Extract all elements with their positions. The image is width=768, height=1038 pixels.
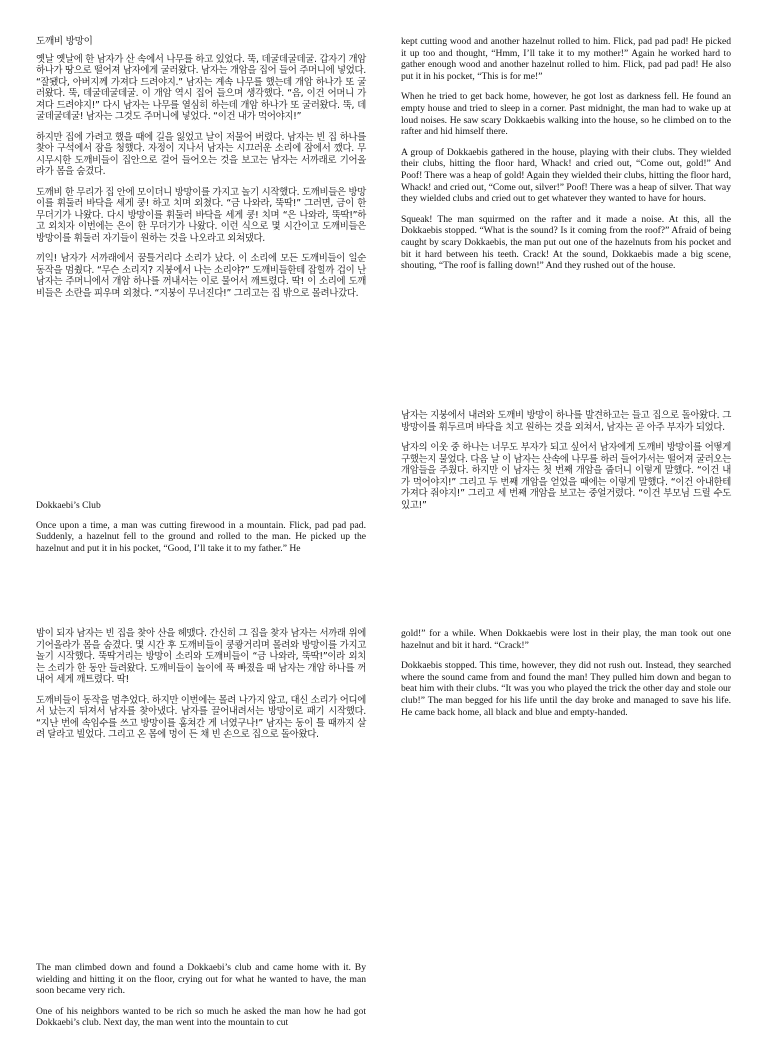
- english-story-part-2: [401, 36, 731, 281]
- english-story-part-3: [36, 962, 366, 1038]
- english-story-title: Dokkaebi’s Club: [36, 500, 101, 511]
- english-paragraph: Once upon a time, a man was cutting firewood in a mountain. Flick, pad pad pad. Suddenly, a hazelnut fell to the ground and rolled to the man. He picked up the hazelnut and put it in his pocket, “Good, I’ll take it to my father.” He: [36, 519, 366, 554]
- korean-story-title: 도깨비 방망이: [36, 36, 93, 47]
- english-paragraph: The man climbed down and found a Dokkaebi’s club and came home with it. By wielding and hitting it on the floor, crying out for what he wanted to have, the man soon became very rich.: [36, 962, 366, 997]
- korean-paragraph: 도깨비들이 동작을 멈추었다. 하지만 이번에는 몰려 나가지 않고, 대신 소리가 어디에서 났는지 뒤져서 남자를 찾아냈다. 남자를 끌어내려서는 방망이로 패기 시작했다. “지난 번에 속임수를 쓰고 방망이를 훔쳐간 게 너였구나!” 남자는 동이 틀 때까지 살려 달라고 빌었다. 그리고 온 몸에 멍이 든 채 빈 손으로 집으로 돌아왔다.: [36, 694, 366, 740]
- english-paragraph: Dokkaebis stopped. This time, however, they did not rush out. Instead, they searched where the sound came from and found the man! They pulled him down and began to beat him with their clubs. “It was you who played the trick the other day and stole our club!” The man begged for his life until the day broke and managed to save his life. He came back home, all black and blue and empty-handed.: [401, 660, 731, 718]
- english-paragraph: Squeak! The man squirmed on the rafter and it made a noise. At this, all the Dokkaebis stopped. “What is the sound? Is it coming from the roof?” Afraid of being caught by scary Dokkaebis, the man put out one of the hazelnuts from his pocket and bit it hard between his teeth. Crack! At the sound, Dokkaebis made a big scene, shouting, “The roof is falling down!” And they rushed out of the house.: [401, 213, 731, 272]
- english-paragraph: kept cutting wood and another hazelnut rolled to him. Flick, pad pad pad! He picked it up too and thought, “Hmm, I’ll take it to my mother!” Again he worked hard to gather enough wood and another hazelnut rolled to him. Flick, pad pad pad! He also put it in his pocket, “This is for me!”: [401, 36, 731, 82]
- korean-paragraph: 남자는 지붕에서 내려와 도깨비 방망이 하나를 발견하고는 들고 집으로 돌아왔다. 그 방망이를 휘두르며 바닥을 치고 원하는 것을 외쳐서, 남자는 곧 아주 부자가 되었다.: [401, 410, 731, 433]
- english-paragraph: gold!” for a while. When Dokkaebis were lost in their play, the man took out one hazelnut and bit it hard. “Crack!”: [401, 628, 731, 651]
- english-paragraph: One of his neighbors wanted to be rich so much he asked the man how he had got Dokkaebi’s club. Next day, the man went into the mountain to cut: [36, 1005, 366, 1029]
- korean-story-part-2: [401, 410, 731, 520]
- korean-paragraph: 남자의 이웃 중 하나는 너무도 부자가 되고 싶어서 남자에게 도깨비 방망이를 어떻게 구했는지 물었다. 다음 날 이 남자는 산속에 나무를 하러 들어가서는 떨어져 굴러오는 개암들을 주웠다. 하지만 이 남자는 첫 번째 개암을 줍더니 이렇게 말했다. “이건 내가 먹어야지!” 그리고 두 번째 개암을 얻었을 때에는 이렇게 말했다. “이건 아내한테 가져다 줘야지!” 그리고 세 번째 개암을 보고는 중얼거렸다. “이건 부모님 드릴 수도 있고!”: [401, 442, 731, 511]
- english-paragraph: When he tried to get back home, however, he got lost as darkness fell. He found an empty house and tried to sleep in a corner. Past midnight, the man had to wake up at loud noises. He saw scary Dokkaebis walking into the house, so he climbed on to the rafter and hid himself there.: [401, 91, 731, 138]
- korean-paragraph: 끼익! 남자가 서까래에서 꿈틀거리다 소리가 났다. 이 소리에 모든 도깨비들이 일순 동작을 멈췄다. “무슨 소리지? 지붕에서 나는 소리야?” 도깨비들한테 잡힐까 겁이 난 남자는 주머니에서 개암 하나를 꺼내서는 이로 물어서 깨트렸다. 딱! 이 소리에 도깨비들은 소란을 피우며 외쳤다. “지붕이 무너진다!” 그리고는 집 밖으로 몰려나갔다.: [36, 253, 366, 299]
- korean-paragraph: 밤이 되자 남자는 빈 집을 찾아 산을 헤맸다. 간신히 그 집을 찾자 남자는 서까래 위에 기어올라가 몸을 숨겼다. 몇 시간 후 도깨비들이 쿵쾅거리며 몰려와 방망이를 가지고 놀기 시작했다. 뚝딱거리는 방망이 소리와 도깨비들이 “금 나와라, 뚝딱!”이라 외치는 소리가 한 동안 들려왔다. 도깨비들이 놀이에 푹 빠졌을 때 남자는 개암 하나를 꺼내어 세게 깨트렸다. 딱!: [36, 628, 366, 685]
- korean-paragraph: 옛날 옛날에 한 남자가 산 속에서 나무를 하고 있었다. 뚝, 데굴데굴데굴. 갑자기 개암 하나가 땅으로 떨어져 남자에게 굴러왔다. 남자는 개암을 집어 들어 주머니에 넣었다. “잘됐다, 아버지께 가져다 드려야지.” 남자는 계속 나무를 했는데 개암 하나가 또 굴러왔다. 뚝, 데굴데굴데굴. 이 개암 역시 집어 들으며 생각했다. “음, 이건 어머니 가져다 드려야지!” 다시 남자는 나무를 열심히 하는데 개암 하나가 또 굴러왔다. 뚝, 데굴데굴데굴! 남자는 그것도 주머니에 넣었다. “이건 내가 먹어야지!”: [36, 53, 366, 122]
- english-story-part-1: [36, 500, 366, 563]
- english-paragraph: A group of Dokkaebis gathered in the house, playing with their clubs. They wielded their clubs, hitting the floor hard, Whack! and cried out, “Come out, gold!” And Poof! There was a heap of gold! Again they wielded their clubs, hitting the floor hard, Whack! and cried out, “Come out, silver!” Poof! There was a heap of silver. That way they wielded clubs and cried out to get whatever they wanted to have for hours.: [401, 146, 731, 205]
- english-story-part-4: [401, 628, 731, 727]
- korean-story-part-3: [36, 628, 366, 750]
- korean-paragraph: 하지만 집에 가려고 했을 때에 길을 잃었고 날이 저물어 버렸다. 남자는 빈 집 하나를 찾아 구석에서 잠을 청했다. 자정이 지나서 남자는 시끄러운 소리에 잠에서 깼다. 무시무시한 도깨비들이 집안으로 걸어 들어오는 것을 보고는 남자는 서까래로 기어올라가 몸을 숨겼다.: [36, 131, 366, 177]
- korean-paragraph: 도깨비 한 무리가 집 안에 모이더니 방망이를 가지고 놀기 시작했다. 도깨비들은 방망이를 휘둘러 바닥을 세게 쿵! 하고 치며 외쳤다. “금 나와라, 뚝딱!” 그러면, 금이 한 무더기가 나왔다. 다시 방망이를 휘둘러 바닥을 세게 쿵! 치며 “은 나와라, 뚝딱!”하고 외치자 이번에는 은이 한 무더기가 나왔다. 이런 식으로 몇 시간이고 도깨비들은 방망이를 휘둘러 자기들이 원하는 것을 나오라고 외쳐댔다.: [36, 186, 366, 244]
- korean-story-part-1: [36, 36, 366, 308]
